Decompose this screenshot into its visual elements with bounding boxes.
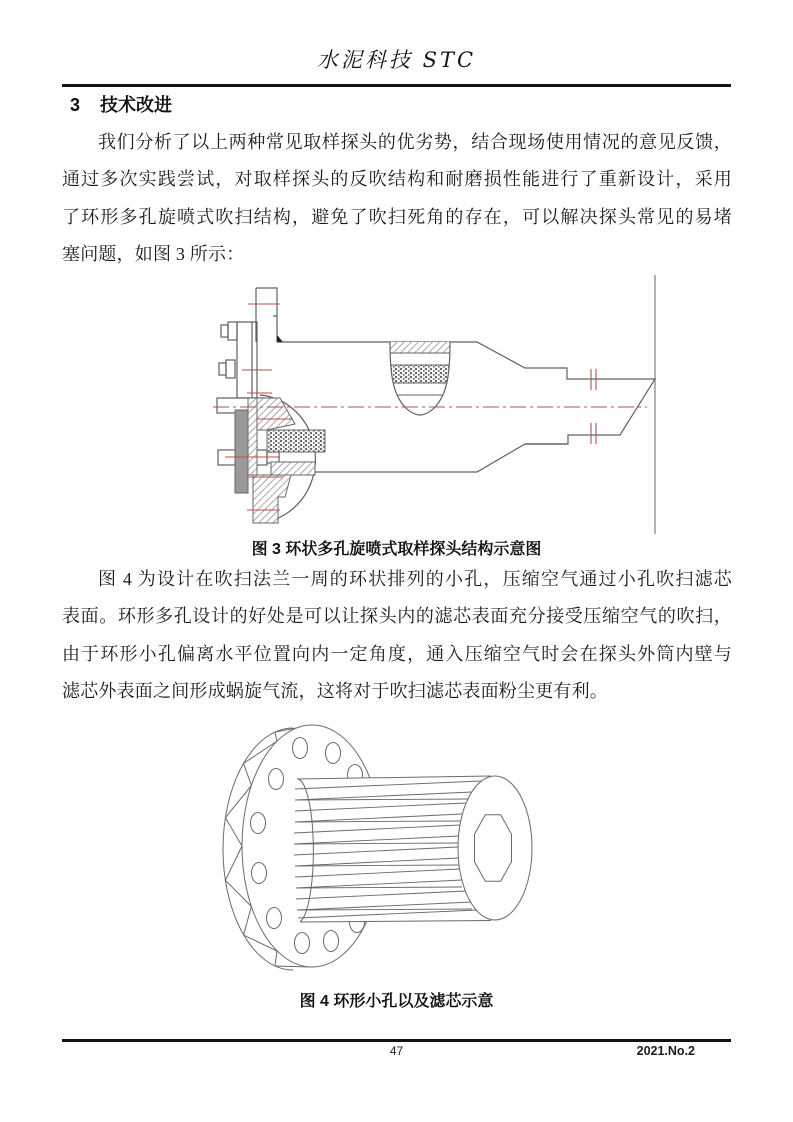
paragraph-line: 滤芯外表面之间形成蜗旋气流，这将对于吹扫滤芯表面粉尘更有利。 (62, 681, 608, 702)
section-title: 技术改进 (100, 95, 173, 115)
figure3-probe-cross-section-drawing (205, 272, 665, 538)
filter-cartridge (294, 776, 532, 922)
figure4-caption: 图 4 环形小孔以及滤芯示意 (299, 993, 494, 1010)
figure4-flange-filter-wireframe (200, 705, 600, 995)
journal-header-title: 水泥科技 STC (316, 48, 477, 72)
section-number: 3 (70, 95, 81, 115)
header-rule (62, 84, 731, 87)
paragraph-line: 了环形多孔旋喷式吹扫结构，避免了吹扫死角的存在，可以解决探头常见的易堵 (62, 206, 732, 227)
section-heading (70, 91, 172, 117)
paragraph-line: 表面。环形多孔设计的好处是可以让探头内的滤芯表面充分接受压缩空气的吹扫， (62, 606, 732, 627)
footer-rule (62, 1039, 731, 1042)
paragraph-line: 由于环形小孔偏离水平位置向内一定角度，通入压缩空气时会在探头外筒内壁与 (62, 643, 732, 664)
paragraph-line: 塞问题，如图 3 所示： (62, 244, 245, 265)
sensor-dome (388, 342, 452, 415)
paragraph-line: 我们分析了以上两种常见取样探头的优劣势，结合现场使用情况的意见反馈， (98, 132, 732, 152)
paragraph-line: 通过多次实践尝试，对取样探头的反吹结构和耐磨损性能进行了重新设计，采用 (62, 169, 732, 190)
flange-section-hatching (235, 335, 325, 523)
footer-issue-label: 2021.No.2 (636, 1044, 695, 1058)
figure3-caption: 图 3 环状多孔旋喷式取样探头结构示意图 (251, 541, 542, 558)
paragraph-2 (62, 561, 732, 711)
paragraph-1 (62, 124, 732, 274)
paragraph-line: 图 4 为设计在吹扫法兰一周的环状排列的小孔，压缩空气通过小孔吹扫滤芯 (98, 569, 732, 589)
cartridge-front-face (458, 776, 532, 920)
footer-page-number: 47 (389, 1044, 404, 1058)
